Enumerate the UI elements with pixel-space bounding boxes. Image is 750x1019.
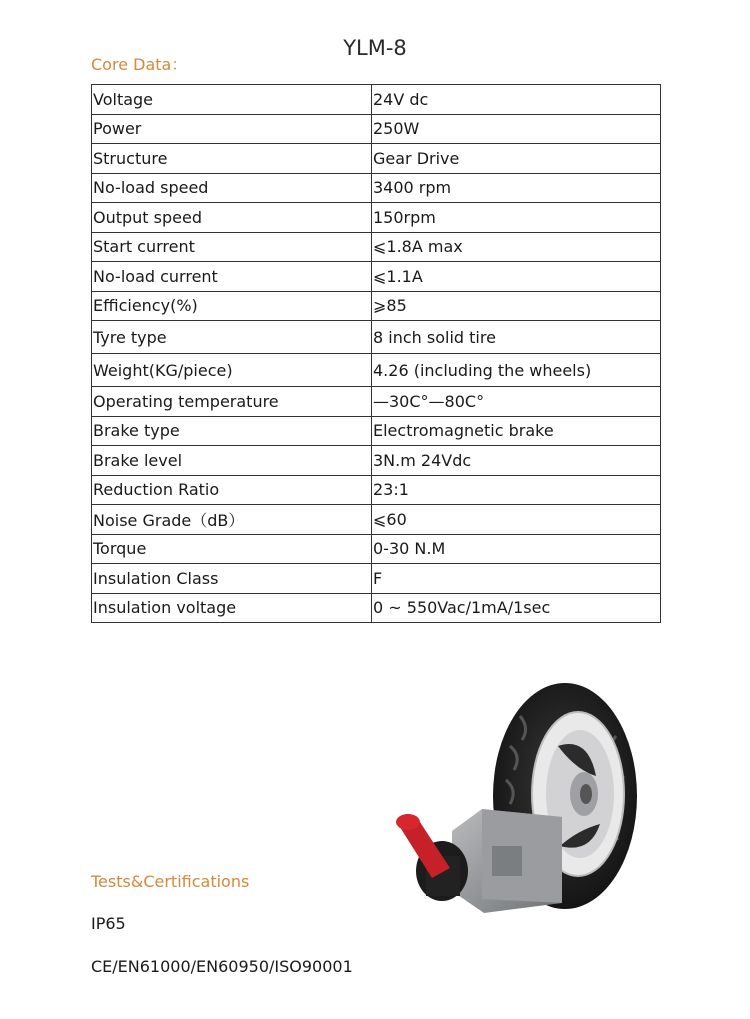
table-row	[92, 203, 661, 233]
spec-label: Brake level	[92, 446, 372, 476]
table-row	[92, 262, 661, 292]
spec-label: No-load speed	[92, 173, 372, 203]
table-row	[92, 564, 661, 594]
spec-label: Weight(KG/piece)	[92, 354, 372, 387]
spec-value: 0-30 N.M	[372, 534, 661, 564]
spec-value: 23:1	[372, 475, 661, 505]
spec-value: Electromagnetic brake	[372, 416, 661, 446]
spec-label: Operating temperature	[92, 387, 372, 417]
table-row	[92, 291, 661, 321]
spec-value: 8 inch solid tire	[372, 321, 661, 354]
spec-label: Efficiency(%)	[92, 291, 372, 321]
table-row	[92, 387, 661, 417]
spec-value: ⩾85	[372, 291, 661, 321]
spec-value: 150rpm	[372, 203, 661, 233]
spec-value: ⩽1.8A max	[372, 232, 661, 262]
spec-value: ⩽1.1A	[372, 262, 661, 292]
spec-label: No-load current	[92, 262, 372, 292]
table-row	[92, 173, 661, 203]
table-row	[92, 475, 661, 505]
table-row	[92, 534, 661, 564]
table-row	[92, 593, 661, 623]
tests-heading: Tests&Certifications	[91, 872, 250, 891]
table-row	[92, 321, 661, 354]
spec-value: 0 ~ 550Vac/1mA/1sec	[372, 593, 661, 623]
spec-label: Structure	[92, 144, 372, 174]
table-row	[92, 232, 661, 262]
spec-label: Insulation Class	[92, 564, 372, 594]
spec-label: Torque	[92, 534, 372, 564]
spec-value: —30C°—80C°	[372, 387, 661, 417]
spec-value: ⩽60	[372, 505, 661, 535]
spec-label: Start current	[92, 232, 372, 262]
spec-label: Voltage	[92, 85, 372, 115]
spec-value: 250W	[372, 114, 661, 144]
spec-label: Tyre type	[92, 321, 372, 354]
model-title: YLM-8	[343, 36, 407, 60]
spec-value: 3400 rpm	[372, 173, 661, 203]
spec-value: F	[372, 564, 661, 594]
spec-label: Reduction Ratio	[92, 475, 372, 505]
table-row	[92, 85, 661, 115]
wheel-motor-image	[380, 676, 680, 936]
spec-table	[91, 84, 661, 623]
spec-value: 4.26 (including the wheels)	[372, 354, 661, 387]
cert-item: IP65	[91, 914, 126, 933]
spec-value: Gear Drive	[372, 144, 661, 174]
table-row	[92, 505, 661, 535]
spec-value: 3N.m 24Vdc	[372, 446, 661, 476]
spec-value: 24V dc	[372, 85, 661, 115]
table-row	[92, 144, 661, 174]
spec-label: Brake type	[92, 416, 372, 446]
table-row	[92, 416, 661, 446]
table-row	[92, 354, 661, 387]
table-row	[92, 446, 661, 476]
spec-label: Insulation voltage	[92, 593, 372, 623]
cert-item: CE/EN61000/EN60950/ISO90001	[91, 957, 353, 976]
spec-label: Power	[92, 114, 372, 144]
spec-label: Output speed	[92, 203, 372, 233]
spec-label: Noise Grade（dB）	[92, 505, 372, 535]
table-row	[92, 114, 661, 144]
core-data-heading: Core Data：	[91, 55, 188, 74]
